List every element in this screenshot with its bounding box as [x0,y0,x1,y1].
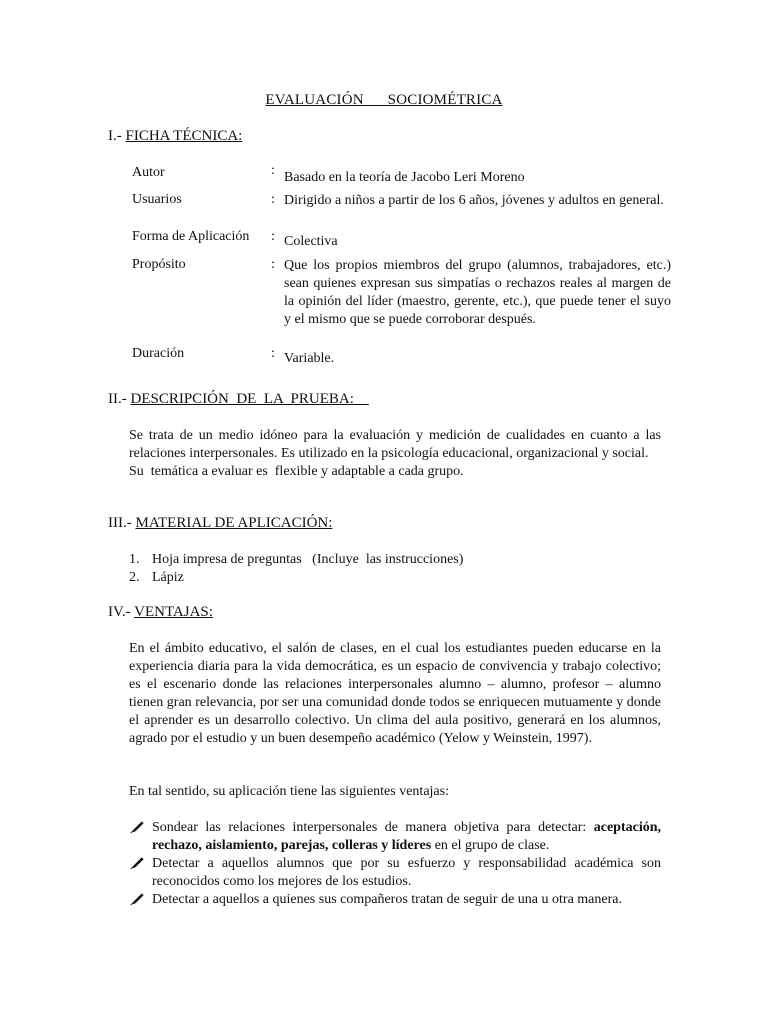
list-item-bold-text: aceptación, rechazo, aislamiento, parejas, colleras y líderes [152,820,661,853]
ficha-colon: : [271,346,275,361]
ficha-value: Variable. [284,351,335,366]
list-item [129,891,661,909]
ficha-value: Basado en la teoría de Jacobo Leri Moreno [284,170,525,185]
ficha-value: Que los propios miembros del grupo (alumnos, trabajadores, etc.) sean quienes expresan sus simpatías o rechazos reales al margen de la opinión del líder (maestro, gerente, etc.), que puede tener el suyo y el mismo que se puede corroborar después. [284,258,671,327]
section-heading-material [108,515,332,532]
section-heading-descripcion [108,391,369,408]
ficha-colon: : [271,192,275,207]
ventajas-intro [129,783,661,801]
section-number: III.- [108,515,132,531]
ficha-key: Usuarios [132,192,182,207]
list-item-text: Detectar a aquellos alumnos que por su esfuerzo y responsabilidad académica son reconocidos como los mejores de los estudios. [152,856,661,889]
list-item-text: Sondear las relaciones interpersonales de manera objetiva para detectar: [152,820,594,835]
list-number: 1. [129,552,140,567]
list-item-text: Hoja impresa de preguntas (Incluye las instrucciones) [152,552,464,567]
ficha-key: Propósito [132,257,186,272]
ficha-value: Colectiva [284,234,338,249]
section-label: MATERIAL DE APLICACIÓN: [135,515,333,531]
pencil-icon [129,820,145,834]
descripcion-paragraph: Su temática a evaluar es flexible y adaptable a cada grupo. [129,464,464,479]
list-item [129,855,661,891]
pencil-icon [129,856,145,870]
material-list [129,551,463,587]
section-number: I.- [108,128,122,144]
section-label: VENTAJAS: [134,604,213,620]
section-heading-ficha-tecnica [108,128,242,145]
section-number: II.- [108,391,127,407]
ficha-key: Duración [132,346,185,361]
list-item [129,551,463,569]
section-number: IV.- [108,604,131,620]
ficha-colon: : [271,257,275,272]
list-number: 2. [129,570,140,585]
list-item [129,819,661,855]
descripcion-text [129,427,661,481]
ventajas-intro-text: En tal sentido, su aplicación tiene las siguientes ventajas: [129,784,449,799]
ficha-key: Forma de Aplicación [132,229,250,244]
pencil-icon [129,892,145,906]
list-item-text: en el grupo de clase. [431,838,550,853]
list-item-text: Lápiz [152,570,184,585]
ventajas-list [129,819,661,909]
list-item-text: Detectar a aquellos a quienes sus compañeros tratan de seguir de una u otra manera. [152,892,622,907]
ventajas-text [129,640,661,748]
section-label: DESCRIPCIÓN DE LA PRUEBA: [130,391,369,407]
ficha-colon: : [271,229,275,244]
ficha-value: Dirigido a niños a partir de los 6 años, jóvenes y adultos en general. [284,193,664,208]
list-item [129,569,463,587]
ficha-key: Autor [132,165,165,180]
section-heading-ventajas [108,604,213,621]
ficha-colon: : [271,163,275,178]
section-label: FICHA TÉCNICA: [125,128,243,144]
ventajas-paragraph: En el ámbito educativo, el salón de clases, en el cual los estudiantes pueden educarse en la experiencia diaria para la vida democrática, es un espacio de convivencia y trabajo colectivo; es el escenario donde las relaciones interpersonales alumno – alumno, profesor – alumno tienen gran relevancia, por ser una comunidad donde todos se enriquecen mutuamente y donde el aprender es un desarrollo colectivo. Un clima del aula positivo, generará en los alumnos, agrado por el estudio y un buen desempeño académico (Yelow y Weinstein, 1997). [129,641,661,746]
document-title: EVALUACIÓN SOCIOMÉTRICA [265,92,503,108]
descripcion-paragraph: Se trata de un medio idóneo para la evaluación y medición de cualidades en cuanto a las relaciones interpersonales. Es utilizado en la psicología educacional, organizacional y social. [129,428,661,461]
